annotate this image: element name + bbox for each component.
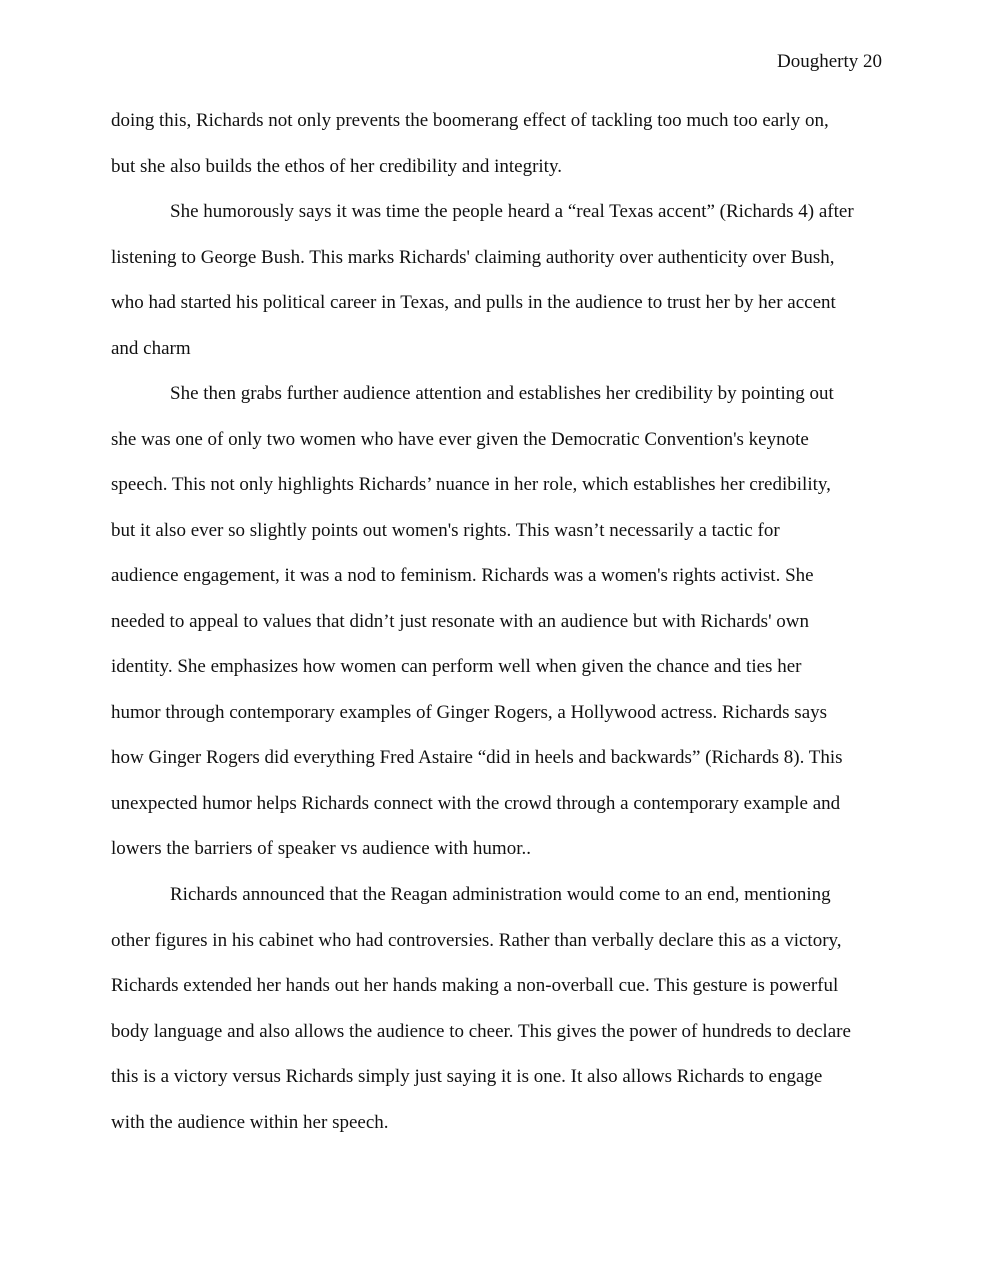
text-line: speech. This not only highlights Richards’ nuance in her role, which establishes her credibility, <box>111 474 831 495</box>
text-line: how Ginger Rogers did everything Fred Astaire “did in heels and backwards” (Richards 8). This <box>111 747 843 768</box>
paragraph-first-line: She then grabs further audience attention and establishes her credibility by pointing out <box>170 383 834 404</box>
text-line: audience engagement, it was a nod to feminism. Richards was a women's rights activist. She <box>111 565 814 586</box>
running-head: Dougherty 20 <box>776 51 882 72</box>
text-line: humor through contemporary examples of Ginger Rogers, a Hollywood actress. Richards says <box>111 702 828 723</box>
text-line: lowers the barriers of speaker vs audience with humor.. <box>111 838 531 859</box>
text-line: with the audience within her speech. <box>111 1112 389 1133</box>
text-line: identity. She emphasizes how women can perform well when given the chance and ties her <box>111 656 802 677</box>
text-line: Richards extended her hands out her hands making a non-overball cue. This gesture is powerful <box>111 975 839 996</box>
text-line: doing this, Richards not only prevents the boomerang effect of tackling too much too early on, <box>111 110 829 131</box>
paragraph-first-line: She humorously says it was time the people heard a “real Texas accent” (Richards 4) after <box>170 201 854 222</box>
text-line: but it also ever so slightly points out women's rights. This wasn’t necessarily a tactic for <box>111 520 780 541</box>
text-line: needed to appeal to values that didn’t just resonate with an audience but with Richards' own <box>111 611 809 632</box>
text-line: other figures in his cabinet who had controversies. Rather than verbally declare this as a victory, <box>111 930 842 951</box>
text-line: she was one of only two women who have ever given the Democratic Convention's keynote <box>111 429 809 450</box>
text-line: and charm <box>111 338 191 359</box>
paragraph-first-line: Richards announced that the Reagan administration would come to an end, mentioning <box>170 884 831 905</box>
text-line: this is a victory versus Richards simply just saying it is one. It also allows Richards to engage <box>111 1066 823 1087</box>
text-line: but she also builds the ethos of her credibility and integrity. <box>111 156 562 177</box>
text-line: who had started his political career in Texas, and pulls in the audience to trust her by her accent <box>111 292 836 313</box>
text-line: body language and also allows the audience to cheer. This gives the power of hundreds to declare <box>111 1021 851 1042</box>
text-line: listening to George Bush. This marks Richards' claiming authority over authenticity over Bush, <box>111 247 835 268</box>
text-line: unexpected humor helps Richards connect with the crowd through a contemporary example and <box>111 793 841 814</box>
